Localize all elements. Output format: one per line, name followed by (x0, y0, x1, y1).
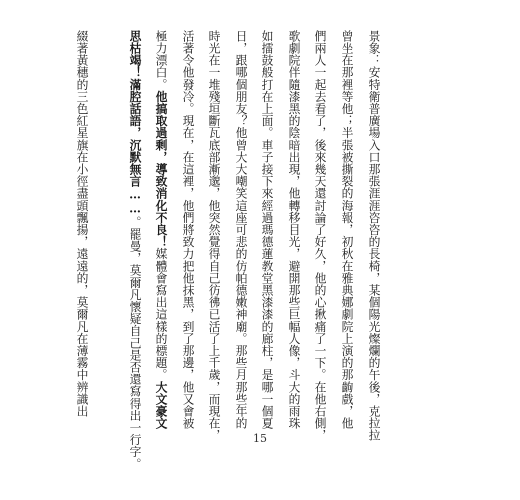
text-column (234, 30, 248, 429)
text-segment: 景象：安特衛普廣場入口那張涯涯咨咨的長椅，某個陽光燦爛的午後，克拉拉 (367, 30, 381, 442)
text-segment: 歌劇院伴隨漆黑的陰暗出現，他轉移目光，避開那些巨幅人像，斗大的雨珠 (287, 30, 301, 430)
text-column (340, 30, 354, 429)
text-column (260, 30, 274, 429)
text-column (287, 30, 301, 429)
text-segment: 曾坐在那裡等他；半張被撕裂的海報，初秋在雅典娜劇院上演的那齣戲，他 (340, 30, 354, 430)
text-segment: 。罷曼，莫爾凡懷疑自己是否還寫得出一行字。 (128, 215, 142, 471)
text-segment: 如擂鼓般打在上面。車子接下來經過瑪德蓮教堂黑漆漆的廊柱，是哪一個夏 (260, 30, 274, 430)
text-segment: 媒體會寫出這樣的標題。 (154, 247, 168, 381)
text-column (313, 30, 327, 441)
text-segment: 極力漂白。 (154, 30, 168, 91)
page-number: 15 (253, 432, 267, 445)
text-segment: 日，跟哪個朋友？他曾大大嘲笑這座可悲的仿帕德嫩神廟。那些月那些年的 (234, 30, 248, 430)
text-column (367, 30, 381, 441)
text-segment: 們兩人一起去看了，後來幾天還討論了好久，他的心揪痛了一下。在他右側， (313, 30, 327, 442)
text-segment: 活著令他發冷。現在，在這裡，他們將致力把他抹黑，到了那邊，他又會被 (181, 30, 195, 430)
text-segment: 綴著黃穗的三色紅星旗在小徑盡頭飄揚，遠遠的，莫爾凡在薄霧中辨識出 (75, 30, 89, 418)
text-column (154, 30, 168, 429)
text-column (128, 30, 142, 470)
text-column (181, 30, 195, 429)
emphasized-text: 大文豪文 (154, 380, 168, 430)
text-column (207, 30, 221, 441)
emphasized-text: 他搞取過剩，導致消化不良！ (154, 90, 168, 248)
text-column (75, 30, 89, 417)
emphasized-text: 思枯竭！滿腔話語，沉默無言…… (128, 30, 142, 216)
text-segment: 時光在一堆殘垣斷瓦底部漸邈，他突然覺得自己彷彿已活了上千歲，而現在， (207, 30, 221, 442)
